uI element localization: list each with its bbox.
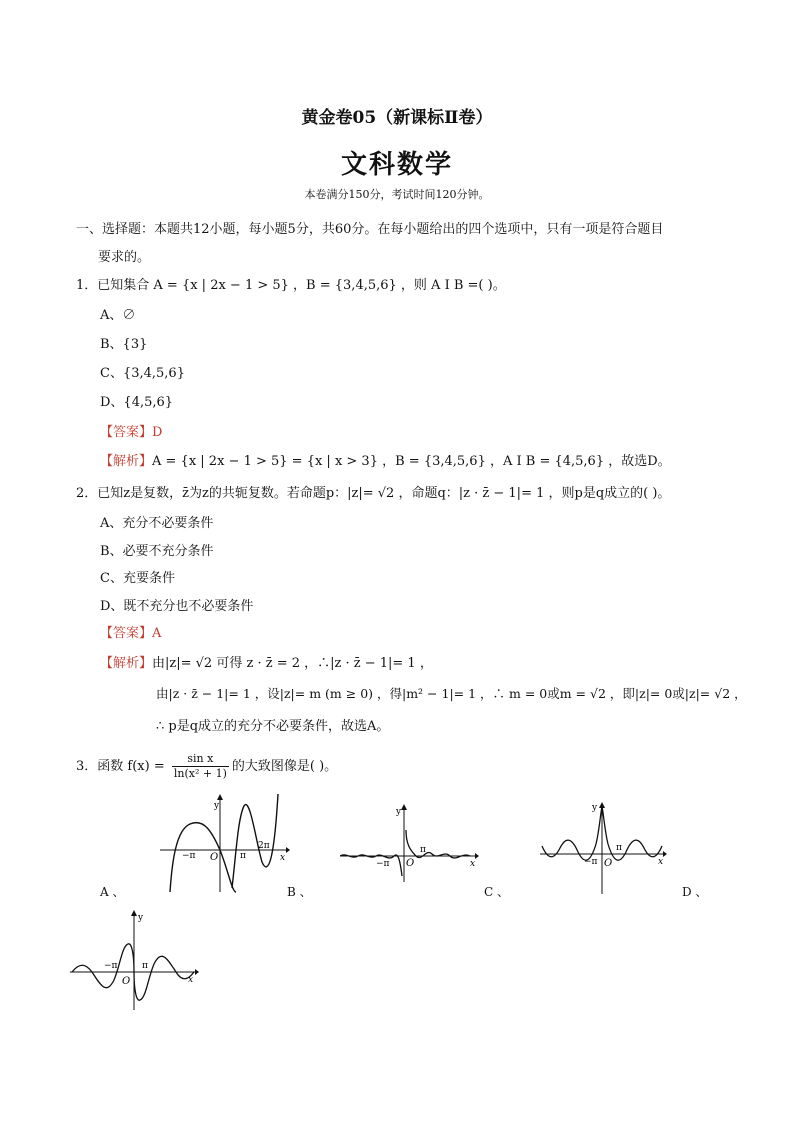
x-arrow: [663, 851, 667, 857]
graph-a: [160, 792, 290, 894]
x-arrow: [195, 969, 199, 975]
x-label: x: [280, 853, 286, 863]
curve-right: [602, 806, 662, 860]
y-label: y: [592, 803, 598, 813]
section-heading-cont: 要求的。: [98, 250, 151, 265]
y-arrow: [131, 910, 137, 916]
y-label: y: [138, 913, 144, 923]
fraction: [172, 752, 229, 781]
neg-pi-label: −π: [376, 859, 390, 869]
question-1-stem: 1．已知集合 A = {x | 2x − 1 > 5} ，B = {3,4,5,6} ，则 A I B =( )。: [76, 278, 506, 293]
question-1-option-a: A、∅: [100, 308, 136, 323]
pi-label: π: [240, 851, 246, 861]
question-3-stem: [76, 752, 337, 781]
question-2-answer: [100, 622, 161, 641]
question-2-option-b: B、必要不充分条件: [100, 544, 214, 559]
graph-label-b: B 、: [287, 885, 312, 899]
x-label: x: [658, 857, 664, 867]
origin-label: O: [406, 858, 415, 869]
answer-tag: 【答案】: [100, 425, 153, 440]
graph-c: [540, 798, 668, 894]
pi-label: π: [142, 961, 148, 971]
y-arrow: [401, 804, 407, 810]
analysis-tag: 【解析】: [100, 656, 153, 671]
x-label: x: [470, 859, 476, 869]
origin-label: O: [604, 858, 613, 869]
fraction-numerator: sin x: [172, 752, 229, 767]
question-2-analysis-1: [100, 652, 433, 671]
curve-left: [170, 823, 236, 892]
x-arrow: [286, 847, 290, 853]
question-2-analysis-2: 由|z · z̄ − 1|= 1 ，设|z|= m (m ≥ 0) ，得|m² − 1|= 1 ，∴ m = 0或m = √2 ，即|z|= 0或|z|= √2 ，: [156, 686, 747, 701]
neg-pi-label: −π: [104, 961, 118, 971]
analysis-tag: 【解析】: [100, 454, 153, 469]
question-1-answer: [100, 421, 162, 440]
question-1-analysis: [100, 450, 671, 469]
question-2-option-a: A、充分不必要条件: [100, 516, 214, 531]
answer-tag: 【答案】: [100, 626, 153, 641]
neg-pi-label: −π: [584, 857, 598, 867]
x-label: x: [188, 975, 194, 985]
section-heading: 一、选择题：本题共12小题，每小题5分，共60分。在每小题给出的四个选项中，只有一项是符合题目: [76, 222, 664, 237]
x-arrow: [475, 853, 479, 859]
neg-pi-label: −π: [182, 851, 196, 861]
pi-label: π: [420, 845, 426, 855]
paper-title: 黄金卷05（新课标Ⅱ卷）: [301, 108, 493, 128]
exam-note: 本卷满分150分，考试时间120分钟。: [304, 188, 490, 201]
answer-value: D: [152, 425, 163, 440]
origin-label: O: [122, 976, 131, 987]
question-2-option-c: C、充要条件: [100, 571, 175, 586]
question-1-option-c: C、{3,4,5,6}: [100, 366, 185, 381]
y-arrow: [217, 794, 223, 800]
question-1-option-d: D、{4,5,6}: [100, 395, 174, 410]
curve-right: [406, 830, 470, 858]
question-2-analysis-3: ∴ p是q成立的充分不必要条件，故选A。: [156, 719, 390, 734]
stem-suffix: 的大致图像是( )。: [231, 759, 338, 774]
graph-label-a: A 、: [100, 885, 125, 899]
y-label: y: [396, 807, 402, 817]
graph-b: [340, 800, 480, 882]
curve-right: [232, 794, 278, 888]
origin-label: O: [210, 852, 219, 863]
y-label: y: [214, 801, 220, 811]
graph-label-c: C 、: [484, 885, 509, 899]
two-pi-label: 2π: [258, 841, 270, 851]
question-1-option-b: B、{3}: [100, 337, 148, 352]
analysis-text: 由|z|= √2 可得 z · z̄ = 2 ，∴|z · z̄ − 1|= 1 ，: [152, 656, 433, 671]
graph-d: [70, 906, 200, 1010]
curve-left: [340, 855, 402, 876]
question-2-option-d: D、既不充分也不必要条件: [100, 599, 254, 614]
answer-value: A: [152, 626, 162, 641]
curve-left: [542, 806, 602, 860]
graph-label-d: D 、: [682, 885, 708, 899]
question-2-stem: 2．已知z是复数，z̄为z的共轭复数。若命题p：|z|= √2 ，命题q：|z · z̄ − 1|= 1 ，则p是q成立的( )。: [76, 486, 671, 501]
pi-label: π: [616, 843, 622, 853]
subject-title: 文科数学: [340, 150, 453, 180]
stem-prefix: 3．函数 f(x) =: [76, 759, 165, 774]
fraction-denominator: ln(x² + 1): [173, 767, 227, 780]
analysis-text: A = {x | 2x − 1 > 5} = {x | x > 3} ，B = {3,4,5,6} ，A I B = {4,5,6} ，故选D。: [152, 454, 671, 469]
